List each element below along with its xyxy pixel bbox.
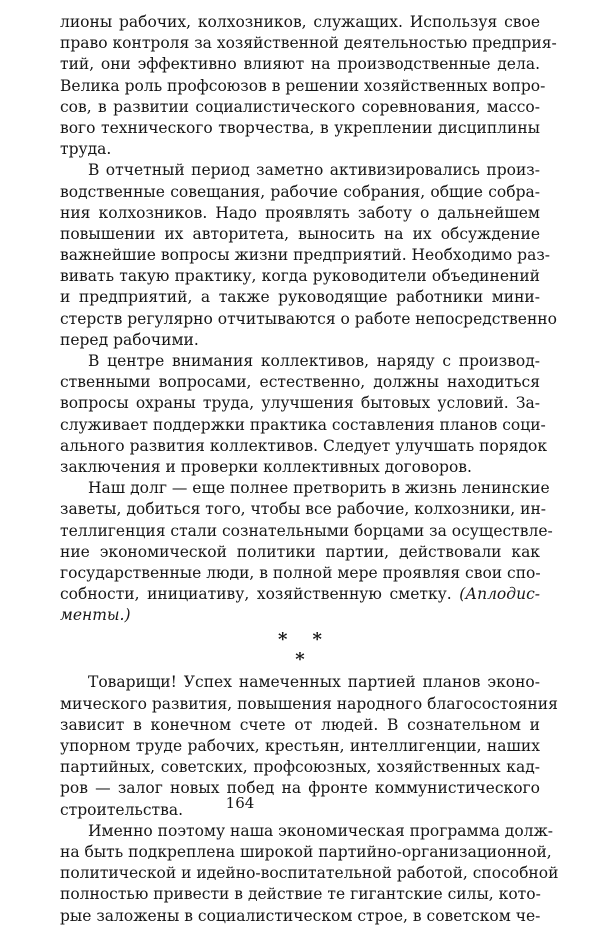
paragraph-4 [60,478,553,626]
text-line: и предприятий, а также руководящие работники мини- [60,288,540,307]
text-line: лионы рабочих, колхозников, служащих. Используя свое [60,13,540,31]
text-line: Именно поэтому наша экономическая программа долж- [88,821,554,840]
text-line: ального развития коллективов. Следует улучшать порядок [60,436,548,455]
text-line: вого технического творчества, в укреплении дисциплины [60,118,540,137]
text-line: заключения и проверки коллективных договоров. [60,457,472,476]
text-line: служивает поддержки практика составления планов соци- [60,415,546,434]
text-line: сов, в развитии социалистического соревнования, массо- [60,97,540,116]
applause-remark: (Аплодис- [459,585,540,604]
text-line: рые заложены в социалистическом строе, в советском че- [60,906,541,925]
text-line: на быть подкреплена широкой партийно-организационной, [60,842,552,861]
text-line: теллигенция стали сознательными борцами за осуществле- [60,521,553,540]
text-line: стерств регулярно отчитываются о работе непосредственно [60,309,557,328]
text-line: В отчетный период заметно активизировались произ- [88,161,540,180]
paragraph-1 [60,12,557,160]
text-line: ров — залог новых побед на фронте коммунистического [60,779,540,798]
text-segment: собности, инициативу, хозяйственную сметку. [60,585,452,604]
page-number: 164 [225,794,255,812]
text-line: ственными вопросами, естественно, должны находиться [60,373,540,392]
text-line: важнейшие вопросы жизни предприятий. Необходимо раз- [60,246,551,265]
text-line: труда. [60,140,112,159]
text-line: повышении их авторитета, выносить на их обсуждение [60,224,540,243]
text-line: ние экономической политики партии, действовали как [60,542,540,561]
text-line: вивать такую практику, когда руководители объединений [60,267,540,286]
text-line: заветы, добиться того, чтобы все рабочие, колхозники, ин- [60,500,547,519]
text-line: ния колхозников. Надо проявлять заботу о дальнейшем [60,203,540,222]
paragraph-2 [60,160,557,351]
text-line: государственные люди, в полной мере проявляя свои спо- [60,563,541,582]
text-line: водственные совещания, рабочие собрания, общие собра- [60,182,540,201]
text-line: зависит в конечном счете от людей. В сознательном и [60,715,540,734]
text-line: Товарищи! Успех намеченных партией планов эконо- [88,673,540,692]
text-line: тий, они эффективно влияют на производственные дела. [60,55,540,74]
separator-star-bottom: * [295,649,305,671]
text-line: Велика роль профсоюзов в решении хозяйственных вопро- [60,76,546,95]
separator-stars-top: * * [278,629,322,651]
text-line-with-applause [60,584,540,605]
text-line: строительства. [60,800,184,819]
text-line: вопросы охраны труда, улучшения бытовых условий. За- [60,394,540,413]
section-separator [60,626,540,672]
page-body [60,12,559,927]
paragraph-3 [60,351,548,478]
text-line: право контроля за хозяйственной деятельностью предприя- [60,34,557,53]
text-line: политической и идейно-воспитательной работой, способной [60,864,559,883]
text-line: перед рабочими. [60,330,199,349]
text-line: упорном труде рабочих, крестьян, интеллигенции, наших [60,737,540,755]
paragraph-6 [60,821,559,927]
text-line: В центре внимания коллективов, наряду с производ- [88,352,540,370]
text-line: мического развития, повышения народного благосостояния [60,694,558,713]
applause-remark-end: менты.) [60,606,131,625]
text-line: полностью привести в действие те гигантские силы, кото- [60,885,541,904]
text-line: Наш долг — еще полнее претворить в жизнь ленинские [88,479,550,498]
text-line: партийных, советских, профсоюзных, хозяйственных кад- [60,758,540,777]
